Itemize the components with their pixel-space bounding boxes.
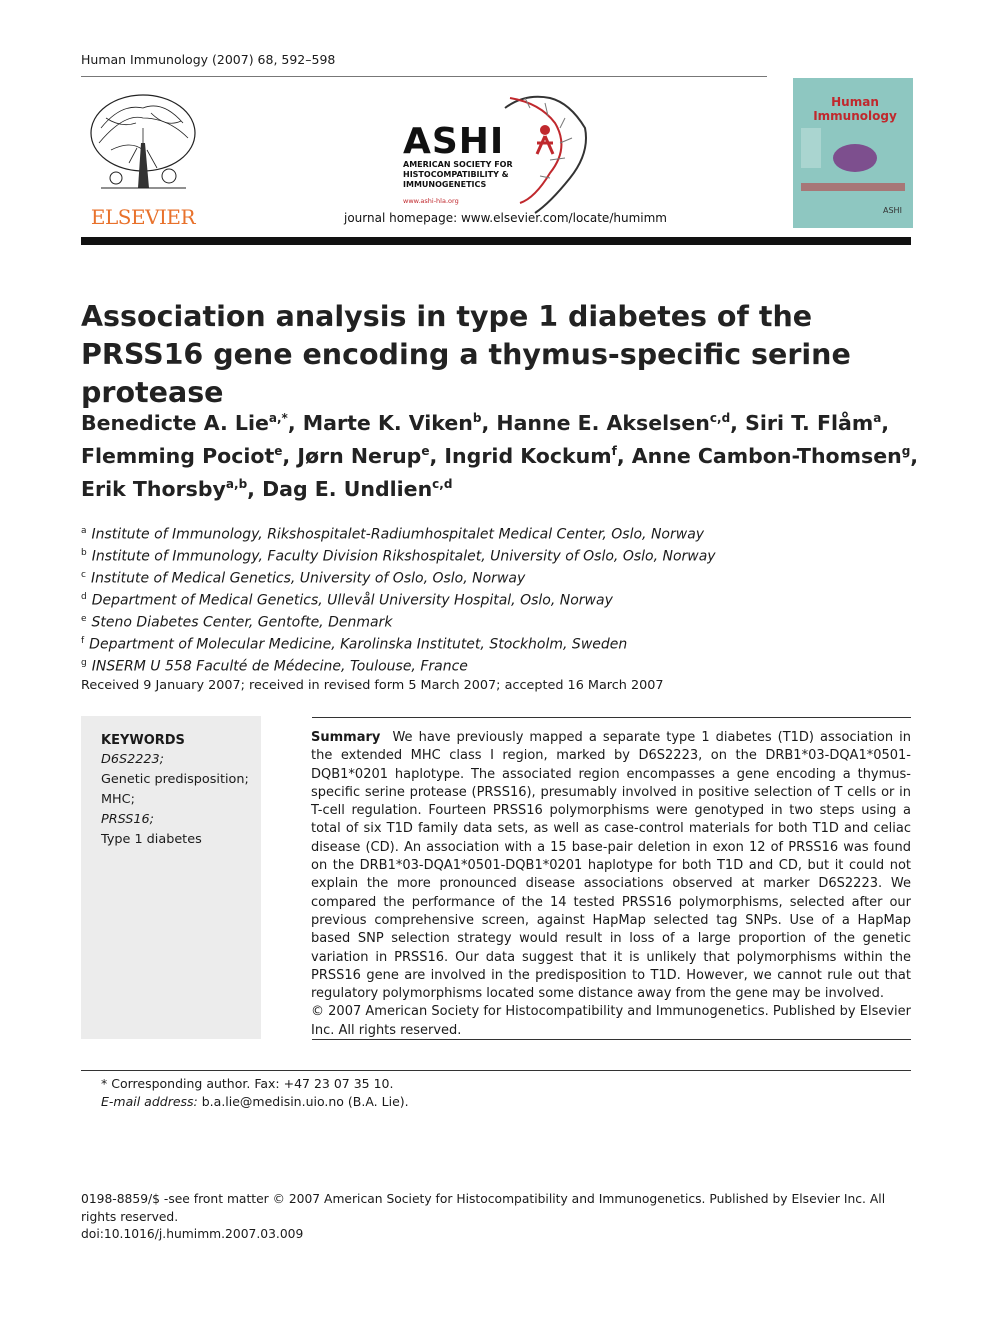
keyword-item: D6S2223; [101, 752, 164, 767]
article-title: Association analysis in type 1 diabetes of the PRSS16 gene encoding a thymus-specific serine protease [81, 300, 851, 409]
author-name: Jørn Nerup [297, 443, 422, 468]
affiliation-list [81, 522, 921, 676]
affiliation-text: Department of Medical Genetics, Ullevål University Hospital, Oslo, Norway [91, 592, 613, 609]
copyright-notice: © 2007 American Society for Histocompatibility and Immunogenetics. Published by Elsevier Inc. All rights reserved. [311, 1004, 911, 1038]
author-affiliation-marker: a [873, 411, 882, 425]
summary-top-rule [312, 717, 911, 718]
author-affiliation-marker: g [901, 443, 911, 458]
author-affiliation-marker: f [611, 443, 617, 458]
keyword-item: Genetic predisposition; [101, 772, 249, 787]
header-rule [81, 76, 767, 77]
affiliation-text: Institute of Immunology, Rikshospitalet-Radiumhospitalet Medical Center, Oslo, Norway [91, 526, 705, 543]
keyword-item: PRSS16; [101, 812, 154, 827]
affiliation-key: b [81, 547, 87, 558]
affiliation-text: INSERM U 558 Faculté de Médecine, Toulouse, France [91, 658, 468, 675]
keywords-list [101, 750, 249, 850]
author-affiliation-marker: c,d [709, 411, 731, 425]
affiliation-key: c [81, 569, 86, 580]
footnote-rule [81, 1070, 911, 1071]
journal-citation: Human Immunology (2007) 68, 592–598 [81, 52, 336, 67]
author-name: Flemming Pociot [81, 443, 275, 468]
affiliation-item [81, 632, 921, 654]
summary-bottom-rule [312, 1039, 911, 1040]
svg-text:ASHI: ASHI [883, 206, 902, 215]
affiliation-item [81, 610, 921, 632]
affiliation-item [81, 544, 921, 566]
affiliation-item [81, 654, 921, 676]
author-name: Marte K. Viken [302, 410, 473, 435]
author-affiliation-marker: c,d [432, 476, 453, 491]
summary-label: Summary [311, 730, 381, 745]
ashi-wordmark: ASHI [403, 121, 505, 162]
author-affiliation-marker: a,b [225, 476, 248, 491]
corresponding-fax: * Corresponding author. Fax: +47 23 07 35 10. [101, 1076, 394, 1091]
keyword-item: MHC; [101, 792, 135, 807]
journal-homepage[interactable]: journal homepage: www.elsevier.com/locate/humimm [344, 211, 667, 225]
cover-title: Human Immunology [813, 95, 897, 123]
front-matter-notice [81, 1191, 911, 1244]
author-name: Siri T. Flåm [745, 410, 874, 435]
affiliation-key: f [81, 635, 85, 646]
email-label: E-mail address: [101, 1093, 198, 1109]
affiliation-item [81, 588, 921, 610]
affiliation-text: Institute of Immunology, Faculty Division Rikshospitalet, University of Oslo, Oslo, Norway [91, 548, 716, 565]
author-affiliation-marker: e [421, 443, 430, 458]
affiliation-key: e [81, 613, 87, 624]
elsevier-wordmark: ELSEVIER [90, 205, 196, 229]
author-name: Erik Thorsby [81, 476, 226, 501]
issn-line: 0198-8859/$ -see front matter © 2007 American Society for Histocompatibility and Immunogenetics. Published by Elsevier Inc. All rights reserved. [81, 1192, 886, 1224]
author-affiliation-marker: a,* [268, 411, 288, 425]
author-affiliation-marker: b [472, 411, 482, 425]
affiliation-text: Department of Molecular Medicine, Karolinska Institutet, Stockholm, Sweden [89, 636, 628, 653]
affiliation-key: a [81, 526, 87, 536]
keywords-heading: KEYWORDS [101, 733, 185, 748]
abstract-summary [311, 729, 911, 1040]
keyword-item: Type 1 diabetes [101, 832, 202, 847]
doi-line[interactable]: doi:10.1016/j.humimm.2007.03.009 [81, 1227, 304, 1241]
affiliation-text: Institute of Medical Genetics, University of Oslo, Oslo, Norway [90, 570, 526, 587]
summary-text: We have previously mapped a separate type 1 diabetes (T1D) association in the extended MHC class I region, marked by D6S2223, on the DRB1*03-DQA1*0501-DQB1*0201 haplotype. The associated region encompasses a gene encoding a thymus-specific serine protease (PRSS16), presumably involved in positive selection of T cells or in T-cell regulation. Fourteen PRSS16 polymorphisms were genotyped in two steps using a total of six T1D family data sets, as well as case-control materials for both T1D and celiac disease (CD). An association with a 15 base-pair deletion in exon 12 of PRSS16 was found on the DRB1*03-DQA1*0501-DQB1*0201 haplotype for both T1D and CD, but it could not explain the more pronounced disease associations observed at marker D6S2223. We compared the performance of the 14 tested PRSS16 polymorphisms, selected after our previous comprehensive screen, against HapMap selected tag SNPs. Use of a HapMap based SNP selection strategy would result in loss of a large proportion of the genetic variation in PRSS16. Our data suggest that it is unlikely that polymorphisms within the PRSS16 gene are involved in the predisposition to T1D. However, we cannot rule out that regulatory polymorphisms located some distance away from the gene may be involved. [311, 730, 911, 1002]
author-list: Benedicte A. Lie$^{a,*}$, Marte K. Viken$^b$, Hanne E. Akselsen$^{c,d}$, Siri T. Flåm$^a$, Flemming Pociot$^e$, Jørn Nerup$^e$, Ingrid Kockum$^f$, Anne Cambon-Thomsen$^g$, Erik Thorsby$^{a,b}$, Dag E. Undlien$^{c,d}$ [81, 410, 919, 501]
author-name: Anne Cambon-Thomsen [631, 443, 902, 468]
affiliation-key: d [81, 591, 87, 602]
affiliation-text: Steno Diabetes Center, Gentofte, Denmark [91, 614, 393, 631]
email-address[interactable]: b.a.lie@medisin.uio.no (B.A. Lie). [201, 1093, 409, 1109]
author-name: Benedicte A. Lie [81, 410, 269, 435]
author-name: Hanne E. Akselsen [496, 410, 710, 435]
author-name: Ingrid Kockum [444, 443, 612, 468]
author-affiliation-marker: e [274, 443, 283, 458]
affiliation-item [81, 566, 921, 588]
ashi-full-name: AMERICAN SOCIETY FOR HISTOCOMPATIBILITY & IMMUNOGENETICS [403, 160, 513, 189]
author-name: Dag E. Undlien [262, 476, 433, 501]
received-dates: Received 9 January 2007; received in revised form 5 March 2007; accepted 16 March 2007 [81, 678, 664, 693]
header-thick-rule [81, 237, 911, 245]
ashi-url[interactable]: www.ashi-hla.org [403, 197, 459, 205]
affiliation-item [81, 522, 921, 544]
affiliation-key: g [81, 657, 87, 668]
corresponding-author-note [101, 1075, 409, 1110]
